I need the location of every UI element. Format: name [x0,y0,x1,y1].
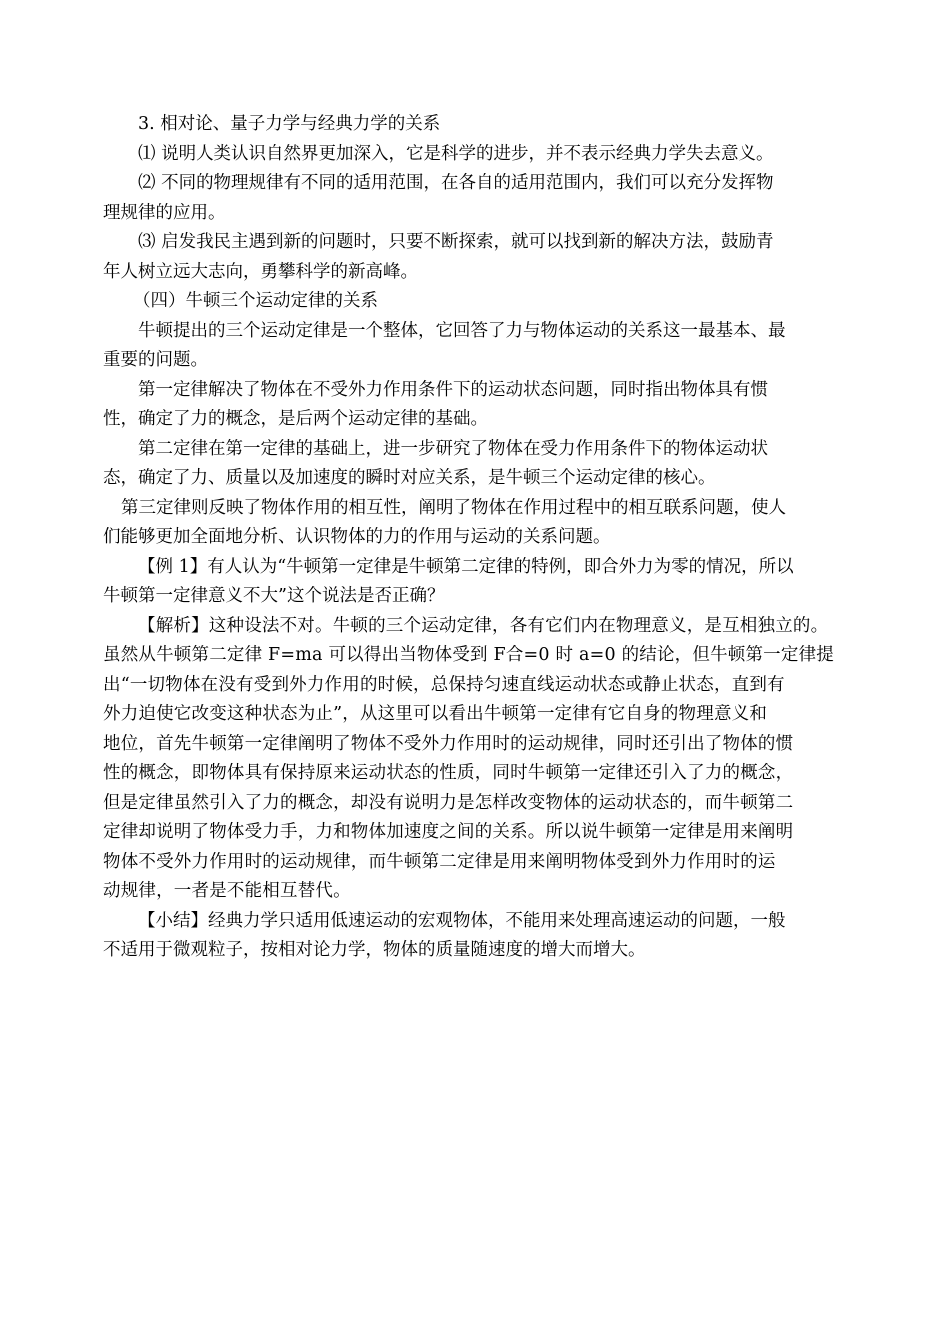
summary-line-1: 【小结】经典力学只适用低速运动的宏观物体，不能用来处理高速运动的问题，一般 [138,910,786,931]
section-4-para-3-line-2: 态，确定了力、质量以及加速度的瞬时对应关系，是牛顿三个运动定律的核心。 [103,468,716,488]
section-4-para-1-line-2: 重要的问题。 [103,350,208,370]
analysis-line-1: 【解析】这种设法不对。牛顿的三个运动定律，各有它们内在物理意义，是互相独立的。 [138,615,829,636]
section-3-point-3-line-2: 年人树立远大志向，勇攀科学的新高峰。 [103,261,418,282]
section-4-heading: （四）牛顿三个运动定律的关系 [133,291,378,311]
analysis-line-7: 但是定律虽然引入了力的概念，却没有说明力是怎样改变物体的运动状态的，而牛顿第二 [103,792,794,813]
summary-line-2: 不适用于微观粒子，按相对论力学，物体的质量随速度的增大而增大。 [103,940,646,960]
section-4-para-2-line-2: 性，确定了力的概念，是后两个运动定律的基础。 [103,409,488,429]
section-4-para-2-line-1: 第一定律解决了物体在不受外力作用条件下的运动状态问题，同时指出物体具有惯 [138,379,768,400]
analysis-line-4: 外力迫使它改变这种状态为止”，从这里可以看出牛顿第一定律有它自身的物理意义和 [103,704,768,724]
section-3-point-3-line-1: ⑶ 启发我民主遇到新的问题时，只要不断探索，就可以找到新的解决方法，鼓励青 [138,232,774,252]
section-3-point-1: ⑴ 说明人类认识自然界更加深入，它是科学的进步，并不表示经典力学失去意义。 [138,143,774,164]
document-page [103,110,848,966]
section-4-para-4-line-1: 第三定律则反映了物体作用的相互性，阐明了物体在作用过程中的相互联系问题，使人 [121,497,786,518]
section-3-heading: 3. 相对论、量子力学与经典力学的关系 [138,114,441,134]
analysis-line-9: 物体不受外力作用时的运动规律，而牛顿第二定律是用来阐明物体受到外力作用时的运 [103,851,776,872]
analysis-line-5: 地位，首先牛顿第一定律阐明了物体不受外力作用时的运动规律，同时还引出了物体的惯 [103,733,794,754]
section-4-para-3-line-1: 第二定律在第一定律的基础上，进一步研究了物体在受力作用条件下的物体运动状 [138,438,768,459]
analysis-line-3: 出“一切物体在没有受到外力作用的时候，总保持匀速直线运动状态或静止状态，直到有 [103,674,785,695]
analysis-line-8: 定律却说明了物体受力手，力和物体加速度之间的关系。所以说牛顿第一定律是用来阐明 [103,822,794,842]
section-4-para-1-line-1: 牛顿提出的三个运动定律是一个整体，它回答了力与物体运动的关系这一最基本、最 [138,320,786,341]
analysis-line-2: 虽然从牛顿第二定律 F=ma 可以得出当物体受到 F合=0 时 a=0 的结论，但牛顿第一定律提 [103,645,834,665]
analysis-line-6: 性的概念，即物体具有保持原来运动状态的性质，同时牛顿第一定律还引入了力的概念， [103,763,794,783]
section-4-para-4-line-2: 们能够更加全面地分析、认识物体的力的作用与运动的关系问题。 [103,527,611,547]
example-1-line-2: 牛顿第一定律意义不大”这个说法是否正确？ [103,586,445,606]
section-3-point-2-line-2: 理规律的应用。 [103,202,226,223]
analysis-line-10: 动规律，一者是不能相互替代。 [103,881,351,901]
example-1-line-1: 【例 1】有人认为“牛顿第一定律是牛顿第二定律的特例，即合外力为零的情况，所以 [138,556,794,577]
section-3-point-2-line-1: ⑵ 不同的物理规律有不同的适用范围，在各自的适用范围内，我们可以充分发挥物 [138,173,774,193]
